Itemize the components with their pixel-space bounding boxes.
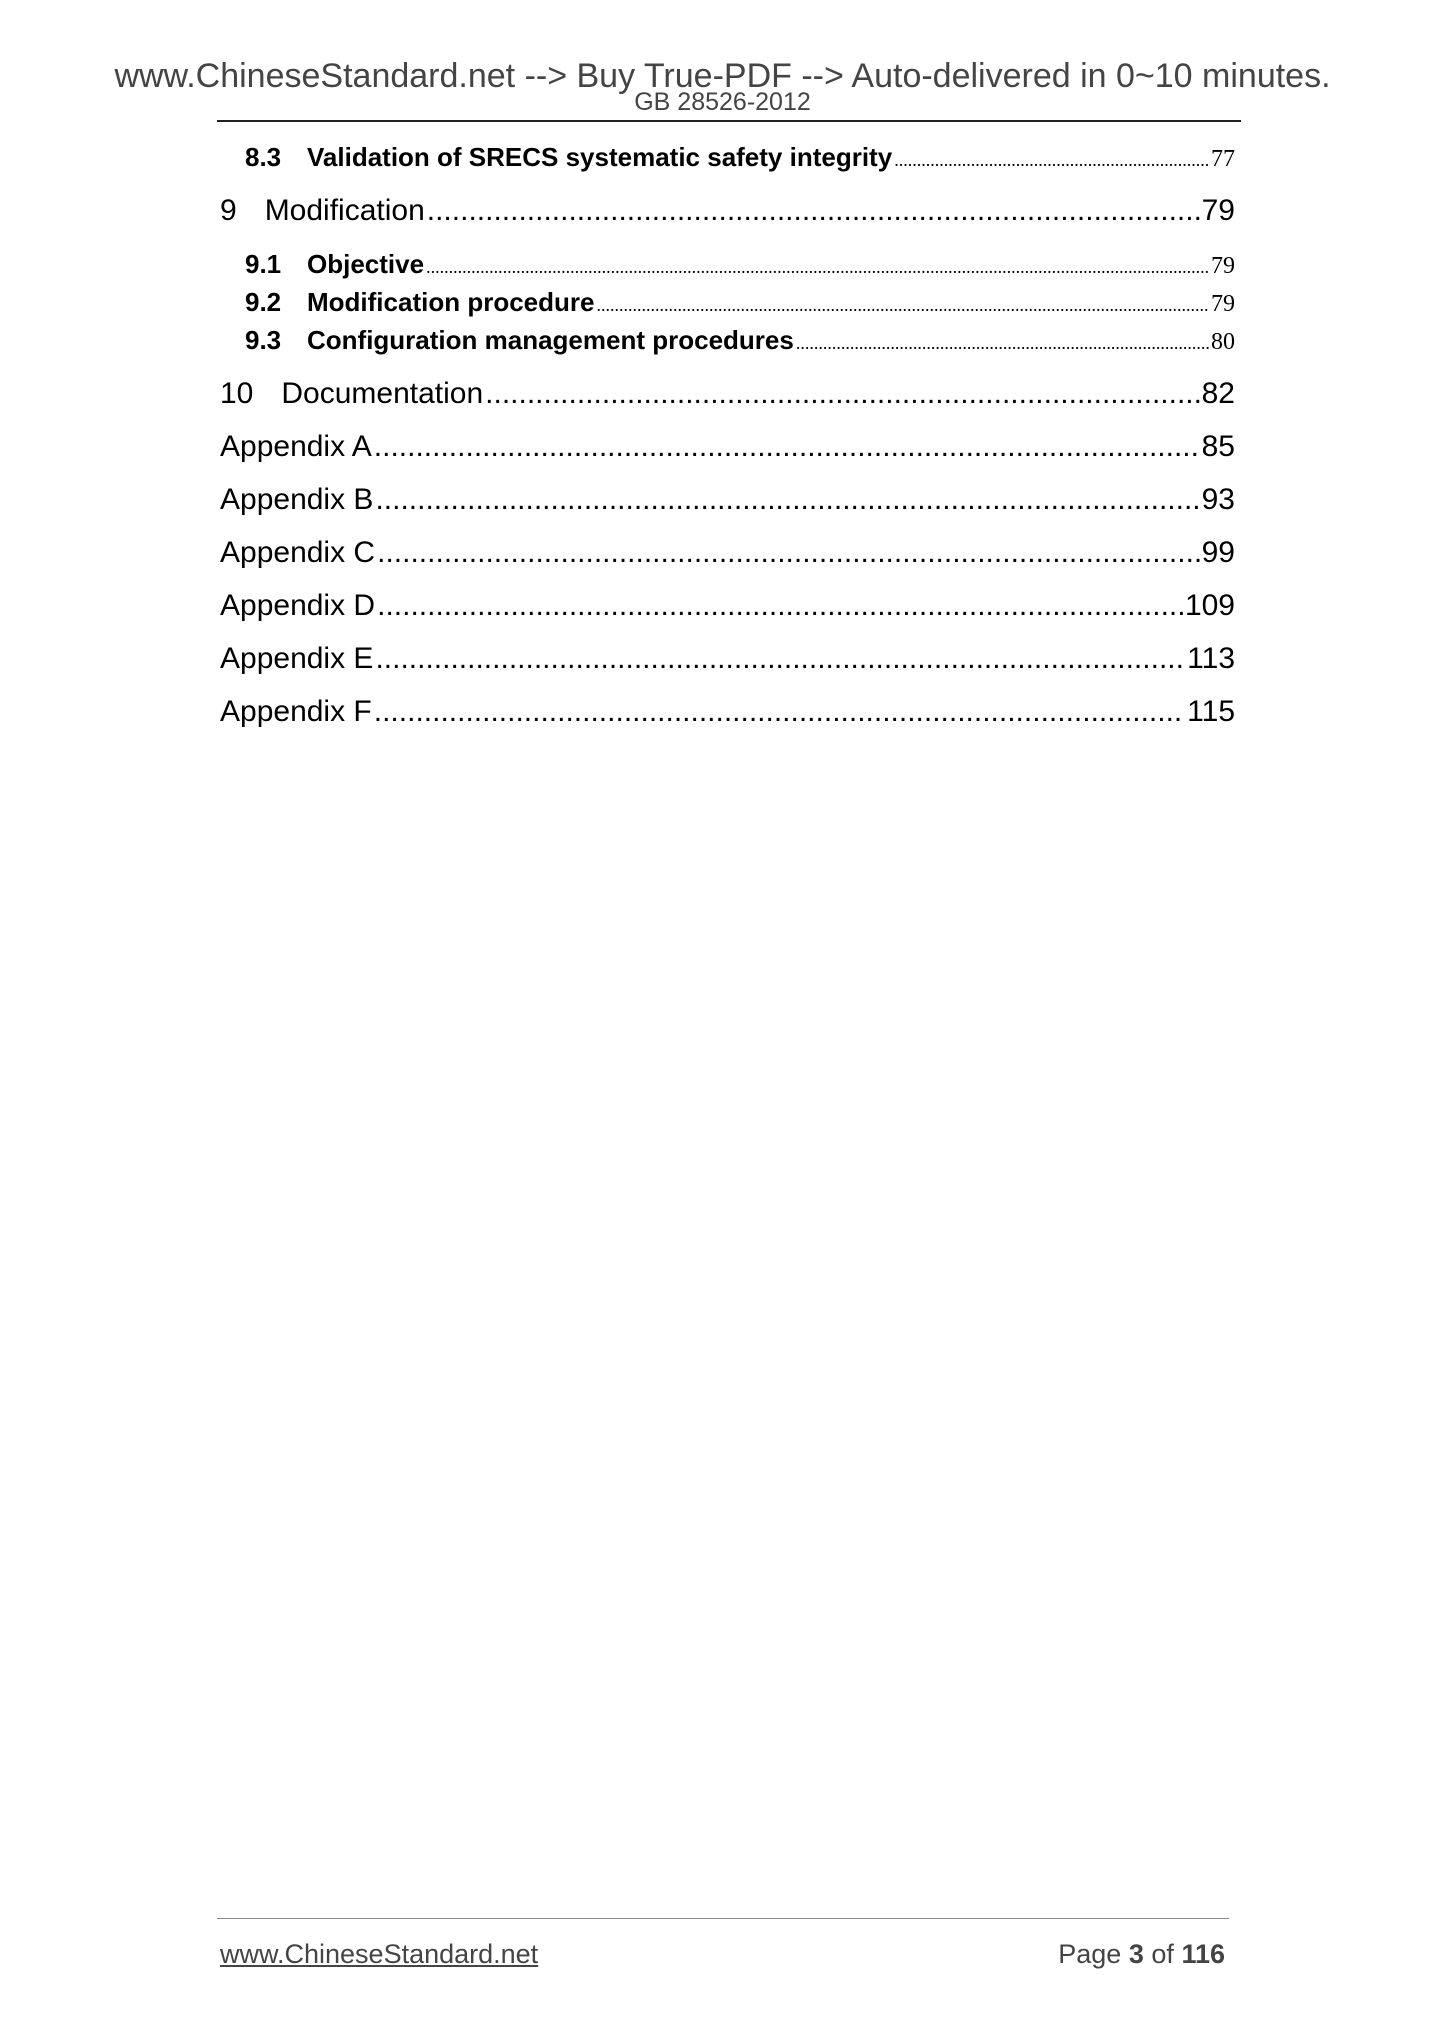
toc-entry-number: 9 [220, 194, 237, 227]
toc-dot-leader [426, 252, 1209, 282]
toc-entry-page: 82 [1201, 377, 1235, 410]
toc-entry-number: 10 [220, 377, 254, 410]
toc-entry[interactable] [220, 694, 1235, 730]
toc-entry[interactable] [245, 249, 1235, 282]
toc-entry-title: Validation of SRECS systematic safety integrity [307, 142, 893, 172]
toc-entry-title: Appendix B [220, 483, 374, 516]
toc-dot-leader [485, 376, 1199, 412]
toc-dot-leader [377, 535, 1200, 571]
standard-code: GB 28526-2012 [634, 88, 811, 116]
toc-dot-leader [375, 641, 1185, 677]
toc-dot-leader [374, 429, 1200, 465]
toc-entry-title: Objective [307, 249, 425, 279]
footer-website-link[interactable]: www.ChineseStandard.net [220, 1939, 539, 1969]
toc-entry-title: Modification procedure [307, 287, 595, 317]
toc-entry-page: 99 [1201, 536, 1235, 569]
header-banner: www.ChineseStandard.net --> Buy True-PDF --> Auto-delivered in 0~10 minutes. [114, 57, 1331, 95]
toc-entry-page: 79 [1201, 194, 1235, 227]
toc-entry-page: 80 [1211, 329, 1235, 355]
toc-entry-title: Configuration management procedures [307, 325, 794, 355]
toc-entry-title: Appendix D [220, 589, 376, 622]
toc-entry-number: 8.3 [245, 142, 282, 172]
page-prefix: Page [1058, 1939, 1122, 1969]
toc-entry-title: Appendix F [220, 695, 372, 728]
toc-entry[interactable] [220, 429, 1235, 465]
toc-entry-number: 9.1 [245, 249, 282, 279]
toc-entry-title: Appendix A [220, 430, 372, 463]
page-total: 116 [1181, 1939, 1225, 1969]
toc-entry[interactable] [245, 325, 1235, 358]
toc-entry[interactable] [220, 482, 1235, 518]
toc-dot-leader [375, 482, 1199, 518]
toc-entry-page: 109 [1184, 589, 1235, 622]
toc-entry-page: 113 [1187, 642, 1235, 675]
toc-entry-page: 79 [1211, 291, 1235, 317]
page-number [1058, 1938, 1225, 1970]
toc-entry[interactable] [220, 588, 1235, 624]
toc-entry-number: 9.2 [245, 287, 282, 317]
toc-entry-number: 9.3 [245, 325, 282, 355]
toc-entry[interactable] [245, 142, 1235, 175]
toc-entry-title: Appendix E [220, 642, 374, 675]
toc-entry-page: 85 [1201, 430, 1235, 463]
toc-dot-leader [374, 694, 1185, 730]
toc-entry[interactable] [220, 376, 1235, 412]
toc-entry-page: 115 [1187, 695, 1235, 728]
toc-entry[interactable] [220, 641, 1235, 677]
header-divider [217, 120, 1241, 122]
toc-dot-leader [377, 588, 1183, 624]
toc-entry[interactable] [220, 193, 1235, 229]
footer-divider [217, 1918, 1229, 1919]
toc-dot-leader [427, 193, 1200, 229]
toc-entry-page: 77 [1211, 146, 1235, 172]
page-of: of [1151, 1939, 1174, 1969]
toc-entry-page: 79 [1211, 253, 1235, 279]
toc-entry[interactable] [220, 535, 1235, 571]
page-current: 3 [1128, 1939, 1144, 1969]
toc-dot-leader [796, 328, 1209, 358]
toc-dot-leader [596, 290, 1209, 320]
toc-entry-page: 93 [1201, 483, 1235, 516]
toc-entry[interactable] [245, 287, 1235, 320]
toc-entry-title: Modification [264, 194, 425, 227]
toc-entry-title: Documentation [281, 377, 484, 410]
toc-entry-title: Appendix C [220, 536, 376, 569]
toc-dot-leader [894, 145, 1209, 175]
